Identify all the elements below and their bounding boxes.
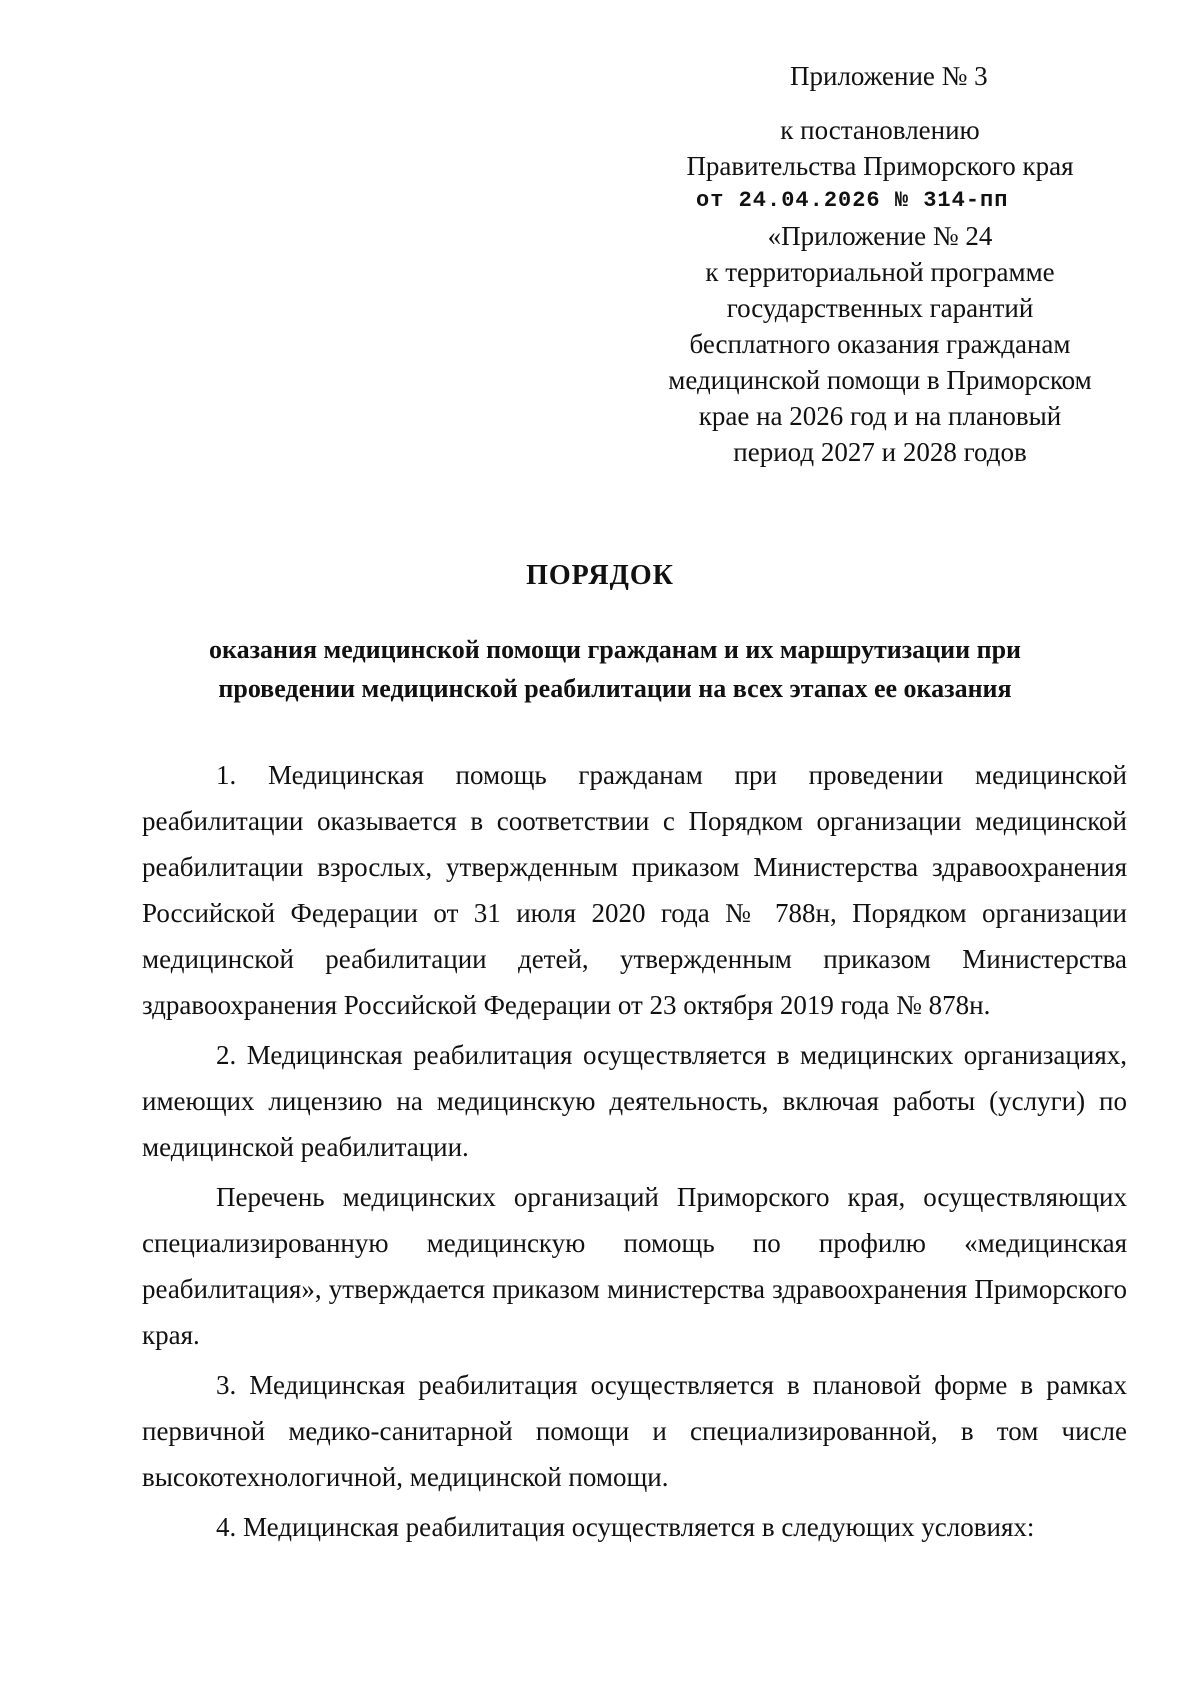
paragraph-4: 4. Медицинская реабилитация осуществляется в следующих условиях:	[216, 1512, 1035, 1542]
program-line: период 2027 и 2028 годов	[733, 437, 1027, 467]
program-line: крае на 2026 год и на плановый	[698, 401, 1062, 431]
subtitle-line: проведении медицинской реабилитации на всех этапах ее оказания	[218, 674, 1012, 703]
paragraph-2: 2. Медицинская реабилитация осуществляется в медицинских организациях, имеющих лицензию на медицинскую деятельность, включая работы (услуги) по медицинской реабилитации.	[142, 1040, 1127, 1162]
resolution-line: Правительства Приморского края	[686, 151, 1074, 181]
appendix-number: Приложение № 3	[790, 61, 988, 91]
program-line: к территориальной программе	[705, 257, 1055, 287]
paragraph-3: 3. Медицинская реабилитация осуществляется в плановой форме в рамках первичной медико-санитарной помощи и специализированной, в том числе высокотехнологичной, медицинской помощи.	[142, 1370, 1127, 1492]
paragraph-2-list-note: Перечень медицинских организаций Приморского края, осуществляющих специализированную медицинскую помощь по профилю «медицинская реабилитация», утверждается приказом министерства здравоохранения Приморского края.	[142, 1182, 1127, 1350]
document-body	[142, 752, 1127, 1554]
header-block	[640, 112, 1120, 470]
resolution-line: к постановлению	[780, 115, 980, 145]
program-line: государственных гарантий	[726, 293, 1034, 323]
document-title: ПОРЯДОК	[526, 560, 674, 591]
program-line: «Приложение № 24	[767, 221, 993, 251]
paragraph-1: 1. Медицинская помощь гражданам при проведении медицинской реабилитации оказывается в соответствии с Порядком организации медицинской реабилитации взрослых, утвержденным приказом Министерства здравоохранения Российской Федерации от 31 июля 2020 года № 788н, Порядком организации медицинской реабилитации детей, утвержденным приказом Министерства здравоохранения Российской Федерации от 23 октября 2019 года № 878н.	[142, 760, 1127, 1020]
program-line: медицинской помощи в Приморском	[668, 365, 1092, 395]
registration-stamp: от 24.04.2026 № 314-пп	[696, 188, 1009, 213]
subtitle-line: оказания медицинской помощи гражданам и их маршрутизации при	[208, 635, 1022, 664]
program-line: бесплатного оказания гражданам	[689, 329, 1071, 359]
document-subtitle	[150, 630, 1080, 708]
